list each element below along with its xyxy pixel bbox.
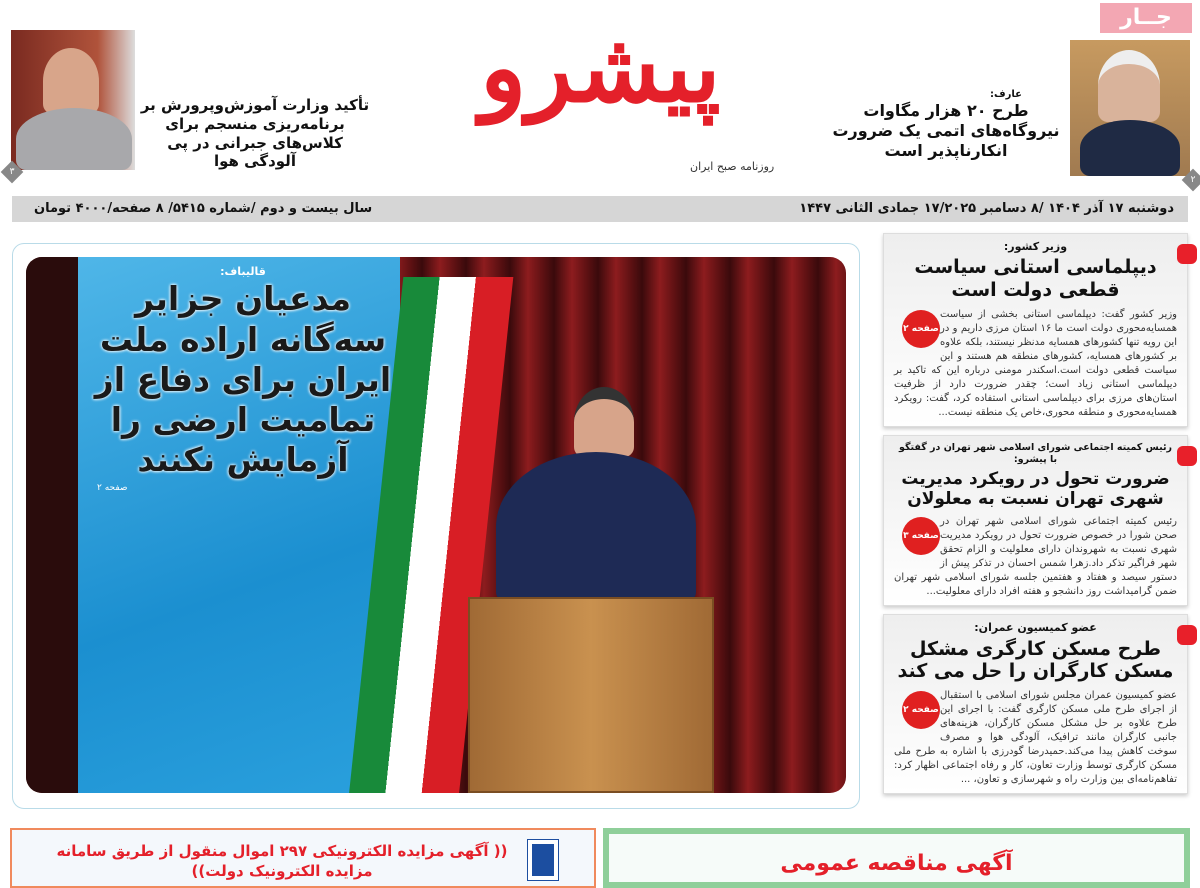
bullet-icon xyxy=(1177,244,1197,264)
story-title: طرح ۲۰ هزار مگاوات نیروگاه‌های اتمی یک ضرورت انکارناپذیر است xyxy=(832,101,1060,160)
date-bar xyxy=(12,196,1188,222)
top-right-story[interactable] xyxy=(830,88,1062,161)
date-text: دوشنبه ۱۷ آذر ۱۴۰۴ /۸ دسامبر ۱۷/۲۰۲۵ جمادی الثانی ۱۴۴۷ xyxy=(799,201,1174,216)
main-page-ref: صفحه ۲ xyxy=(97,482,128,493)
side-story[interactable] xyxy=(883,233,1188,427)
auction-ad-text: (( آگهی مزایده الکترونیکی ۲۹۷ اموال منقول از طریق سامانه مزایده الکترونیک دولت)) xyxy=(56,842,508,880)
story-body: عضو کمیسیون عمران مجلس شورای اسلامی با استقبال از اجرای طرح ملی مسکن کارگری گفت: با اجرای این طرح علاوه بر حل مشکل مسکن کارگران، هزینه‌های جانبی کارگران مانند ترافیک، آلودگی هوا و مصرف سوخت کاهش پیدا می‌کند.حمیدرضا گودرزی با اشاره به طرح ملی مسکن کارگری توسط وزارت تعاون، کار و رفاه اجتماعی اظهار کرد: تفاهم‌نامه‌ای بین وزارت راه و شهرسازی و تعاون، ... xyxy=(894,690,1177,786)
page-number-badge: ۲ xyxy=(1182,169,1200,192)
masthead-tagline: روزنامه صبح ایران xyxy=(690,160,775,173)
page-number-badge: ۳ xyxy=(1,161,24,184)
masthead-logo: پیشرو xyxy=(480,11,721,124)
auction-ad[interactable] xyxy=(10,828,596,888)
bullet-icon xyxy=(1177,625,1197,645)
issue-info: سال بیست و دوم /شماره ۵۴۱۵/ ۸ صفحه/۴۰۰۰ تومان xyxy=(34,201,373,216)
page-ref-badge[interactable]: صفحه ۲ xyxy=(902,310,940,348)
story-title: ضرورت تحول در رویکرد مدیریت شهری تهران نسبت به معلولان xyxy=(901,468,1170,509)
story-kicker: رئیس کمیته اجتماعی شورای اسلامی شهر تهران در گفتگو با پیشرو: xyxy=(899,441,1172,466)
bank-logo-icon xyxy=(528,840,558,880)
top-left-story[interactable]: تأکید وزارت آموزش‌وپرورش بر برنامه‌ریزی منسجم برای کلاس‌های جبرانی در پی آلودگی هوا xyxy=(140,96,370,171)
bullet-icon xyxy=(1177,446,1197,466)
story-kicker: عارف: xyxy=(990,89,1022,100)
main-story[interactable] xyxy=(12,243,860,809)
page-ref-badge[interactable]: صفحه ۳ xyxy=(902,517,940,555)
tender-ad-text: آگهی مناقصه عمومی xyxy=(780,851,1013,876)
jar-label: جــار xyxy=(1100,3,1192,33)
side-story[interactable] xyxy=(883,435,1188,606)
story-body: رئیس کمیته اجتماعی شورای اسلامی شهر تهران در صحن شورا در خصوص ضرورت تحول در رویکرد مدیریت شهری نسبت به شهروندان دارای معلولیت و الزام تحقق شهر فراگیر تذکر داد.زهرا شمس احسان در تذکر پیش از دستور سیصد و هفتاد و هفتمین جلسه شورای اسلامی شهر تهران ضمن گرامیداشت روز دانشجو و هفته افراد دارای معلولیت... xyxy=(894,516,1177,598)
main-headline-block xyxy=(81,264,405,493)
tender-ad[interactable] xyxy=(603,828,1190,888)
top-right-photo xyxy=(1070,40,1190,176)
side-column xyxy=(883,233,1188,794)
story-kicker: وزیر کشور: xyxy=(1003,240,1068,253)
story-title: دیپلماسی استانی سیاست قطعی دولت است xyxy=(914,256,1157,302)
page-ref-badge[interactable]: صفحه ۲ xyxy=(902,691,940,729)
story-kicker: عضو کمیسیون عمران: xyxy=(974,621,1097,635)
main-headline: مدعیان جزایر سه‌گانه اراده ملت ایران برای دفاع از تمامیت ارضی را آزمایش نکنند xyxy=(94,279,392,480)
top-left-photo xyxy=(11,30,135,170)
story-body: وزیر کشور گفت: دیپلماسی استانی بخشی از سیاست همسایه‌محوری دولت است ما ۱۶ استان مرزی داریم و در این رویه تنها کشورهای همسایه مدنظر نیستند، بلکه علاوه بر کشورهای همسایه، کشورهای منطقه هم هستند و این سیاست قطعی دولت است.اسکندر مومنی درباره این که تاکید بر دیپلماسی استانی زیاد است؛ چقدر ضرورت دارد از ظرفیت استان‌های مرزی برای دیپلماسی استانی استفاده کرد، گفت: رویکرد همسایه‌محوری و منطقه محوری،خاص یک منطقه نیست... xyxy=(894,308,1178,418)
main-kicker: قالیباف: xyxy=(220,265,266,278)
side-story[interactable] xyxy=(883,614,1188,794)
story-title: طرح مسکن کارگری مشکل مسکن کارگران را حل می کند xyxy=(897,637,1174,683)
